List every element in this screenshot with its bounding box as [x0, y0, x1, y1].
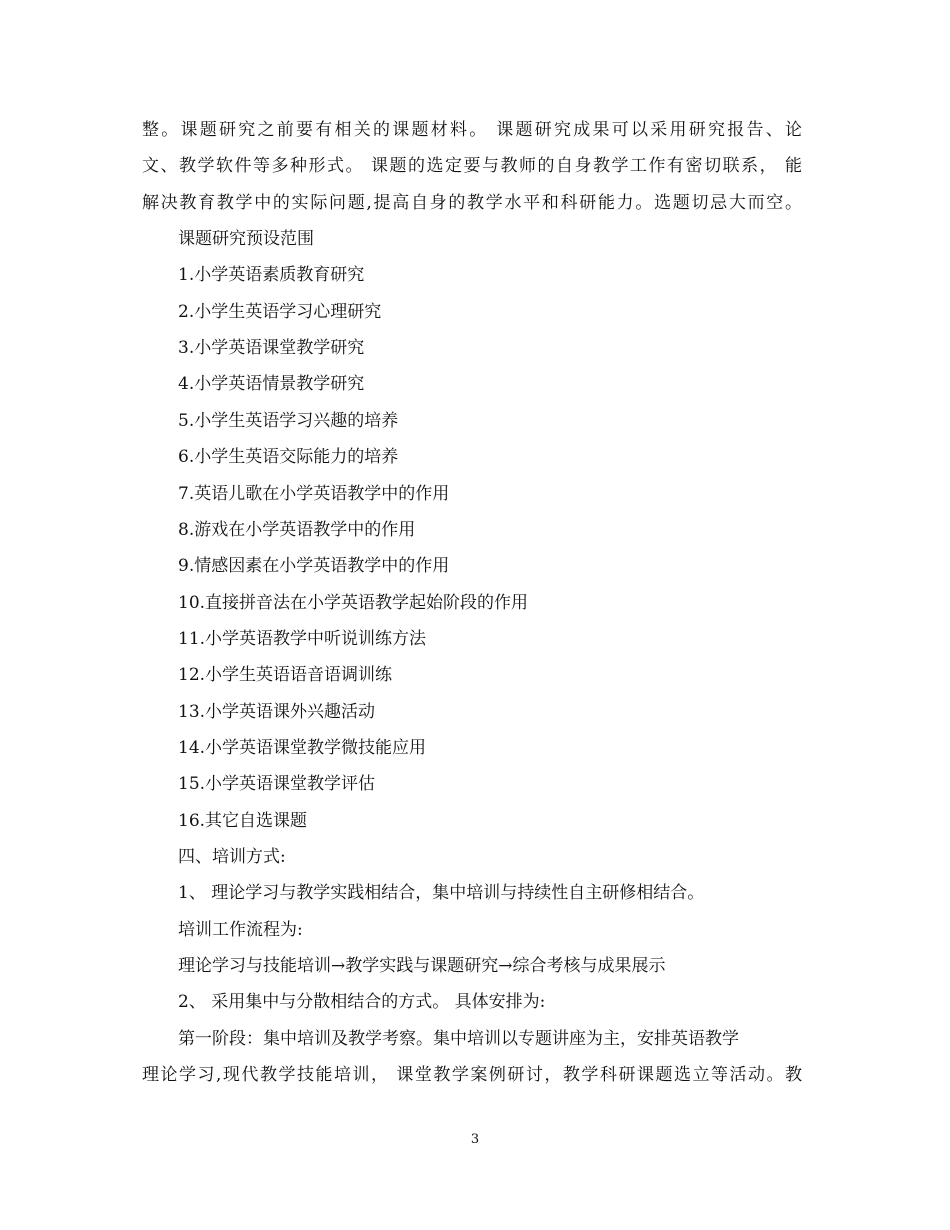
paragraph-line-2: 文、教学软件等多种形式。 课题的选定要与教师的自身教学工作有密切联系， 能	[142, 156, 802, 176]
stage-line-1: 第一阶段：集中培训及教学考察。集中培训以专题讲座为主，安排英语教学	[178, 1029, 739, 1049]
page-number: 3	[470, 1132, 480, 1147]
paragraph-line-1: 整。课题研究之前要有相关的课题材料。 课题研究成果可以采用研究报告、论	[142, 120, 802, 140]
topic-item: 2.小学生英语学习心理研究	[178, 302, 382, 322]
topic-item: 5.小学生英语学习兴趣的培养	[178, 411, 399, 431]
topic-item: 7.英语儿歌在小学英语教学中的作用	[178, 484, 450, 504]
stage-line-2: 理论学习,现代教学技能培训， 课堂教学案例研讨，教学科研课题选立等活动。教	[142, 1065, 802, 1085]
topic-item: 12.小学生英语语音语调训练	[178, 665, 393, 685]
topic-item: 4.小学英语情景教学研究	[178, 374, 365, 394]
process-flow: 理论学习与技能培训→教学实践与课题研究→综合考核与成果展示	[178, 956, 666, 976]
training-item-1: 1、 理论学习与教学实践相结合，集中培训与持续性自主研修相结合。	[178, 883, 705, 903]
topic-item: 14.小学英语课堂教学微技能应用	[178, 738, 427, 758]
topic-item: 1.小学英语素质教育研究	[178, 265, 365, 285]
topic-item: 15.小学英语课堂教学评估	[178, 774, 376, 794]
section-heading: 四、培训方式:	[178, 847, 286, 867]
paragraph-line-3: 解决教育教学中的实际问题,提高自身的教学水平和科研能力。选题切忌大而空。	[142, 193, 802, 213]
process-heading: 培训工作流程为:	[178, 920, 303, 940]
topic-item: 11.小学英语教学中听说训练方法	[178, 629, 427, 649]
topic-item: 9.情感因素在小学英语教学中的作用	[178, 556, 450, 576]
topic-item: 3.小学英语课堂教学研究	[178, 338, 365, 358]
topic-item: 16.其它自选课题	[178, 811, 308, 831]
topic-item: 8.游戏在小学英语教学中的作用	[178, 520, 416, 540]
topic-item: 13.小学英语课外兴趣活动	[178, 702, 376, 722]
topic-item: 6.小学生英语交际能力的培养	[178, 447, 399, 467]
training-item-2: 2、 采用集中与分散相结合的方式。 具体安排为:	[178, 992, 546, 1012]
range-heading: 课题研究预设范围	[178, 229, 314, 249]
topic-item: 10.直接拼音法在小学英语教学起始阶段的作用	[178, 593, 529, 613]
